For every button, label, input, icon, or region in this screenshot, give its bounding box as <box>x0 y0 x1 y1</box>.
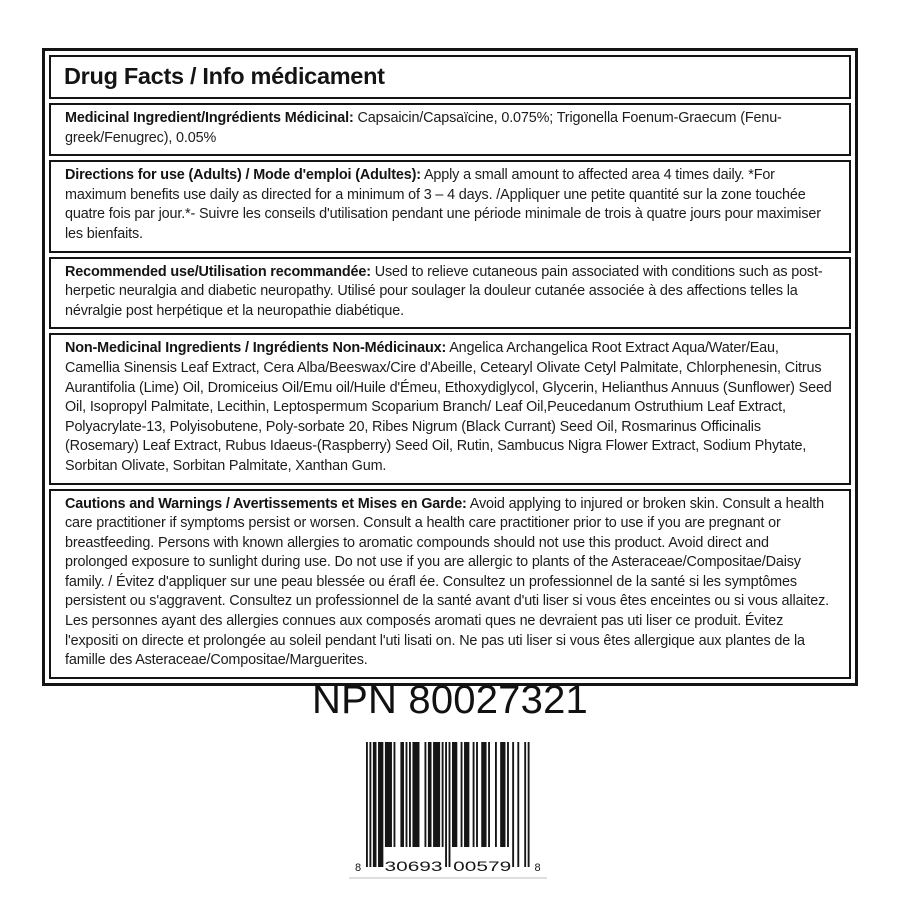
section-non-medicinal-ingredients <box>49 333 851 484</box>
section-recommended-use <box>49 257 851 330</box>
section-heading: Recommended use/Utilisation recommandée: <box>65 263 371 280</box>
section-medicinal-ingredient <box>49 103 851 156</box>
section-body: Used to relieve cutaneous pain associated with conditions such as post-herpetic neuralgia and diabetic neuropathy. Utilisé pour soulager la douleur cutanée associée à des affections telles la névralgie post herpétique et la neuropathie diabétique. <box>65 263 823 319</box>
section-heading: Directions for use (Adults) / Mode d'emploi (Adultes): <box>65 167 421 184</box>
section-directions <box>49 160 851 252</box>
barcode-bars <box>366 742 530 867</box>
drug-facts-panel <box>42 48 858 686</box>
section-body: Capsaicin/Capsaïcine, 0.075%; Trigonella Foenum-Graecum (Fenu-greek/Fenugrec), 0.05% <box>65 110 782 146</box>
drug-facts-title-box <box>49 55 851 99</box>
section-body: Avoid applying to injured or broken skin. Consult a health care practitioner if symptoms persist or worsen. Consult a health care practitioner prior to use if you are pregnant or breastfeeding. Persons with known allergies to aromatic compounds should not use this product. Avoid direct and prolonged exposure to sunlight during use. Do not use if you are allergic to plants of the Asteraceae/Compositae/Daisy family. / Évitez d'appliquer sur une peau blessée ou érafl ée. Consultez un professionnel de la santé si les symptômes persistent ou s'aggravent. Consultez un professionnel de la santé avant d'uti liser si vous êtes enceintes ou si vous allaitez. Les personnes ayant des allergies connues aux composés aromati ques ne devraient pas uti liser ce produit. Évitez l'expositi on directe et prolongée au soleil pendant l'uti lisati on. Ne pas uti liser si vous êtes allergique aux plantes de la famille des Asteraceae/Compositae/Marguerites. <box>65 495 829 669</box>
section-heading: Cautions and Warnings / Avertissements et Mises en Garde: <box>65 495 467 512</box>
section-heading: Medicinal Ingredient/Ingrédients Médicinal: <box>65 110 354 126</box>
upc-barcode <box>348 740 548 880</box>
barcode-digits-right: 00579 <box>453 859 512 874</box>
barcode-digits-left: 30693 <box>384 859 443 874</box>
barcode-digit-trail: 8 <box>534 862 541 874</box>
section-cautions-warnings <box>49 489 851 679</box>
barcode-digit-lead: 8 <box>354 862 362 874</box>
drug-facts-title: Drug Facts / Info médicament <box>64 63 385 89</box>
npn-number: NPN 80027321 <box>312 678 588 722</box>
section-heading: Non-Medicinal Ingredients / Ingrédients Non-Médicinaux: <box>65 340 447 357</box>
section-body: Apply a small amount to affected area 4 times daily. *For maximum benefits use daily as directed for a minimum of 3 – 4 days. /Appliquer une petite quantité sur la zone touchée quatre fois par jour.*- Suivre les conseils d'utilisation pendant une période minimale de trois à quatre jours pour maximiser les bienfaits. <box>65 167 821 242</box>
section-body: Angelica Archangelica Root Extract Aqua/Water/Eau, Camellia Sinensis Leaf Extract, Cera Alba/Beeswax/Cire d'Abeille, Cetearyl Olivate Cetyl Palmitate, Chlorphenesin, Citrus Aurantifolia (Lime) Oil, Dromiceius Oil/Emu oil/Huile d'Émeu, Ethoxydiglycol, Glycerin, Helianthus Annuus (Sunflower) Seed Oil, Isopropyl Palmitate, Lecithin, Leptospermum Scoparium Branch/ Leaf Oil,Peucedanum Ostruthium Leaf Extract, Polyacrylate-13, Polyisobutene, Poly-sorbate 20, Ribes Nigrum (Black Currant) Seed Oil, Rosmarinus Officinalis (Rosemary) Leaf Extract, Rubus Idaeus-(Raspberry) Seed Oil, Rutin, Sambucus Nigra Flower Extract, Sodium Phytate, Sorbitan Olivate, Sorbitan Palmitate, Xanthan Gum. <box>65 340 832 474</box>
